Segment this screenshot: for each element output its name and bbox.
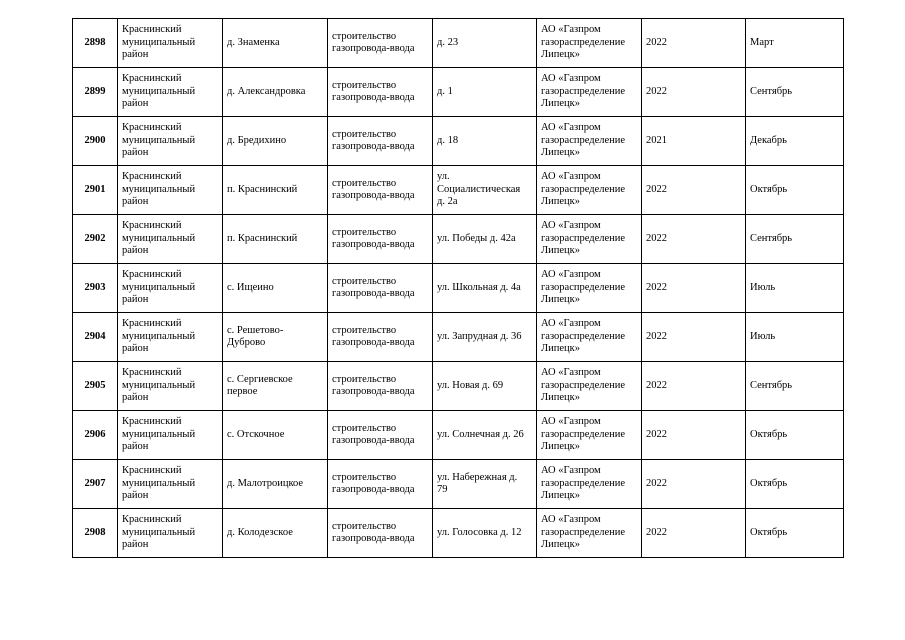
work-type-cell	[328, 215, 433, 264]
district-cell	[118, 117, 223, 166]
month-cell-text: Октябрь	[750, 183, 788, 195]
district-cell-text: Краснинский муниципальный район	[122, 122, 196, 159]
work-type-cell	[328, 411, 433, 460]
locality-cell-text: с. Ищеино	[227, 281, 274, 293]
organization-cell	[537, 460, 642, 509]
district-cell-text: Краснинский муниципальный район	[122, 220, 196, 257]
address-cell-text: д. 18	[437, 134, 459, 146]
address-cell-text: д. 23	[437, 36, 459, 48]
locality-cell	[223, 215, 328, 264]
month-cell	[746, 68, 844, 117]
row-number-text: 2907	[84, 477, 106, 489]
work-type-cell	[328, 117, 433, 166]
year-cell-text: 2022	[646, 526, 667, 538]
district-cell-text: Краснинский муниципальный район	[122, 269, 196, 306]
district-cell	[118, 68, 223, 117]
year-cell	[642, 411, 746, 460]
address-cell-text: ул. Запрудная д. 36	[437, 330, 522, 342]
organization-cell-text: АО «Газпром газораспределение Липецк»	[541, 220, 626, 257]
district-cell-text: Краснинский муниципальный район	[122, 73, 196, 110]
district-cell	[118, 19, 223, 68]
row-number-text: 2900	[84, 134, 106, 146]
table-row	[73, 68, 844, 117]
year-cell-text: 2022	[646, 232, 667, 244]
row-number-text: 2904	[84, 330, 106, 342]
month-cell-text: Декабрь	[750, 134, 787, 146]
locality-cell-text: д. Малотроицкое	[227, 477, 304, 489]
work-type-cell-text: строительство газопровода-ввода	[332, 324, 415, 348]
row-number	[73, 460, 118, 509]
address-cell	[433, 411, 537, 460]
locality-cell	[223, 362, 328, 411]
address-cell	[433, 68, 537, 117]
month-cell	[746, 166, 844, 215]
table-row	[73, 313, 844, 362]
address-cell-text: ул. Новая д. 69	[437, 379, 504, 391]
work-type-cell-text: строительство газопровода-ввода	[332, 422, 415, 446]
work-type-cell-text: строительство газопровода-ввода	[332, 471, 415, 495]
year-cell-text: 2022	[646, 183, 667, 195]
table-row	[73, 362, 844, 411]
work-type-cell	[328, 362, 433, 411]
organization-cell-text: АО «Газпром газораспределение Липецк»	[541, 465, 626, 502]
year-cell-text: 2022	[646, 36, 667, 48]
work-type-cell-text: строительство газопровода-ввода	[332, 520, 415, 544]
row-number	[73, 215, 118, 264]
work-type-cell	[328, 313, 433, 362]
locality-cell-text: п. Краснинский	[227, 232, 298, 244]
locality-cell-text: д. Колодезское	[227, 526, 293, 538]
year-cell-text: 2022	[646, 330, 667, 342]
year-cell-text: 2021	[646, 134, 667, 146]
year-cell	[642, 509, 746, 558]
address-cell-text: ул. Солнечная д. 26	[437, 428, 524, 440]
locality-cell-text: с. Отскочное	[227, 428, 285, 440]
row-number	[73, 166, 118, 215]
organization-cell-text: АО «Газпром газораспределение Липецк»	[541, 171, 626, 208]
address-cell	[433, 19, 537, 68]
month-cell-text: Март	[750, 36, 774, 48]
table-row	[73, 166, 844, 215]
row-number	[73, 117, 118, 166]
locality-cell-text: д. Знаменка	[227, 36, 280, 48]
organization-cell	[537, 117, 642, 166]
year-cell	[642, 215, 746, 264]
work-type-cell	[328, 509, 433, 558]
address-cell-text: ул. Победы д. 42а	[437, 232, 516, 244]
locality-cell	[223, 411, 328, 460]
district-cell	[118, 411, 223, 460]
month-cell	[746, 509, 844, 558]
work-type-cell	[328, 19, 433, 68]
work-type-cell-text: строительство газопровода-ввода	[332, 373, 415, 397]
address-cell	[433, 509, 537, 558]
year-cell	[642, 362, 746, 411]
table-row	[73, 509, 844, 558]
year-cell-text: 2022	[646, 281, 667, 293]
work-type-cell-text: строительство газопровода-ввода	[332, 79, 415, 103]
district-cell-text: Краснинский муниципальный район	[122, 367, 196, 404]
organization-cell	[537, 411, 642, 460]
month-cell-text: Июль	[750, 330, 776, 342]
table-row	[73, 460, 844, 509]
district-cell	[118, 313, 223, 362]
locality-cell-text: с. Сергиевское первое	[227, 373, 293, 397]
row-number	[73, 68, 118, 117]
row-number	[73, 264, 118, 313]
row-number	[73, 19, 118, 68]
locality-cell	[223, 460, 328, 509]
organization-cell-text: АО «Газпром газораспределение Липецк»	[541, 24, 626, 61]
table-row	[73, 264, 844, 313]
row-number	[73, 362, 118, 411]
work-type-cell	[328, 460, 433, 509]
month-cell	[746, 264, 844, 313]
month-cell-text: Сентябрь	[750, 85, 793, 97]
locality-cell-text: д. Бредихино	[227, 134, 287, 146]
work-type-cell-text: строительство газопровода-ввода	[332, 177, 415, 201]
year-cell	[642, 166, 746, 215]
locality-cell	[223, 68, 328, 117]
row-number-text: 2899	[84, 85, 106, 97]
organization-cell	[537, 362, 642, 411]
locality-cell-text: д. Александровка	[227, 85, 306, 97]
work-type-cell	[328, 166, 433, 215]
locality-cell	[223, 166, 328, 215]
month-cell	[746, 362, 844, 411]
table-row	[73, 215, 844, 264]
row-number-text: 2902	[84, 232, 106, 244]
month-cell-text: Июль	[750, 281, 776, 293]
locality-cell	[223, 117, 328, 166]
organization-cell-text: АО «Газпром газораспределение Липецк»	[541, 318, 626, 355]
district-cell	[118, 509, 223, 558]
year-cell	[642, 19, 746, 68]
table-body	[73, 19, 844, 558]
row-number-text: 2906	[84, 428, 106, 440]
year-cell-text: 2022	[646, 477, 667, 489]
address-cell	[433, 362, 537, 411]
district-cell-text: Краснинский муниципальный район	[122, 318, 196, 355]
gas-works-table	[72, 18, 844, 558]
district-cell	[118, 166, 223, 215]
work-type-cell-text: строительство газопровода-ввода	[332, 275, 415, 299]
organization-cell	[537, 215, 642, 264]
year-cell	[642, 68, 746, 117]
month-cell	[746, 460, 844, 509]
organization-cell	[537, 68, 642, 117]
work-type-cell-text: строительство газопровода-ввода	[332, 128, 415, 152]
year-cell-text: 2022	[646, 379, 667, 391]
organization-cell-text: АО «Газпром газораспределение Липецк»	[541, 122, 626, 159]
district-cell-text: Краснинский муниципальный район	[122, 465, 196, 502]
work-type-cell-text: строительство газопровода-ввода	[332, 30, 415, 54]
address-cell	[433, 313, 537, 362]
address-cell	[433, 460, 537, 509]
row-number	[73, 313, 118, 362]
district-cell-text: Краснинский муниципальный район	[122, 514, 196, 551]
work-type-cell	[328, 264, 433, 313]
month-cell	[746, 411, 844, 460]
address-cell-text: ул. Социалистическая д. 2а	[437, 171, 521, 208]
district-cell	[118, 460, 223, 509]
organization-cell	[537, 19, 642, 68]
month-cell	[746, 313, 844, 362]
locality-cell	[223, 264, 328, 313]
month-cell	[746, 117, 844, 166]
month-cell-text: Октябрь	[750, 477, 788, 489]
year-cell	[642, 313, 746, 362]
month-cell-text: Октябрь	[750, 526, 788, 538]
address-cell-text: ул. Школьная д. 4а	[437, 281, 521, 293]
district-cell-text: Краснинский муниципальный район	[122, 171, 196, 208]
organization-cell	[537, 509, 642, 558]
year-cell-text: 2022	[646, 85, 667, 97]
row-number-text: 2903	[84, 281, 106, 293]
organization-cell-text: АО «Газпром газораспределение Липецк»	[541, 73, 626, 110]
month-cell-text: Октябрь	[750, 428, 788, 440]
address-cell	[433, 264, 537, 313]
organization-cell-text: АО «Газпром газораспределение Липецк»	[541, 416, 626, 453]
work-type-cell	[328, 68, 433, 117]
row-number-text: 2905	[84, 379, 106, 391]
district-cell-text: Краснинский муниципальный район	[122, 24, 196, 61]
address-cell-text: ул. Голосовка д. 12	[437, 526, 522, 538]
work-type-cell-text: строительство газопровода-ввода	[332, 226, 415, 250]
organization-cell-text: АО «Газпром газораспределение Липецк»	[541, 367, 626, 404]
organization-cell-text: АО «Газпром газораспределение Липецк»	[541, 514, 626, 551]
month-cell-text: Сентябрь	[750, 379, 793, 391]
locality-cell	[223, 313, 328, 362]
table-row	[73, 117, 844, 166]
month-cell	[746, 215, 844, 264]
row-number-text: 2908	[84, 526, 106, 538]
locality-cell-text: п. Краснинский	[227, 183, 298, 195]
year-cell	[642, 117, 746, 166]
address-cell	[433, 166, 537, 215]
year-cell	[642, 264, 746, 313]
table-row	[73, 19, 844, 68]
locality-cell	[223, 19, 328, 68]
row-number-text: 2898	[84, 36, 106, 48]
district-cell-text: Краснинский муниципальный район	[122, 416, 196, 453]
table-row	[73, 411, 844, 460]
district-cell	[118, 362, 223, 411]
address-cell	[433, 215, 537, 264]
month-cell	[746, 19, 844, 68]
row-number	[73, 509, 118, 558]
locality-cell-text: с. Решетово- Дуброво	[227, 324, 284, 348]
organization-cell-text: АО «Газпром газораспределение Липецк»	[541, 269, 626, 306]
address-cell	[433, 117, 537, 166]
row-number-text: 2901	[84, 183, 106, 195]
organization-cell	[537, 264, 642, 313]
organization-cell	[537, 166, 642, 215]
year-cell-text: 2022	[646, 428, 667, 440]
locality-cell	[223, 509, 328, 558]
year-cell	[642, 460, 746, 509]
address-cell-text: ул. Набережная д. 79	[437, 471, 518, 495]
month-cell-text: Сентябрь	[750, 232, 793, 244]
district-cell	[118, 215, 223, 264]
district-cell	[118, 264, 223, 313]
row-number	[73, 411, 118, 460]
organization-cell	[537, 313, 642, 362]
address-cell-text: д. 1	[437, 85, 453, 97]
